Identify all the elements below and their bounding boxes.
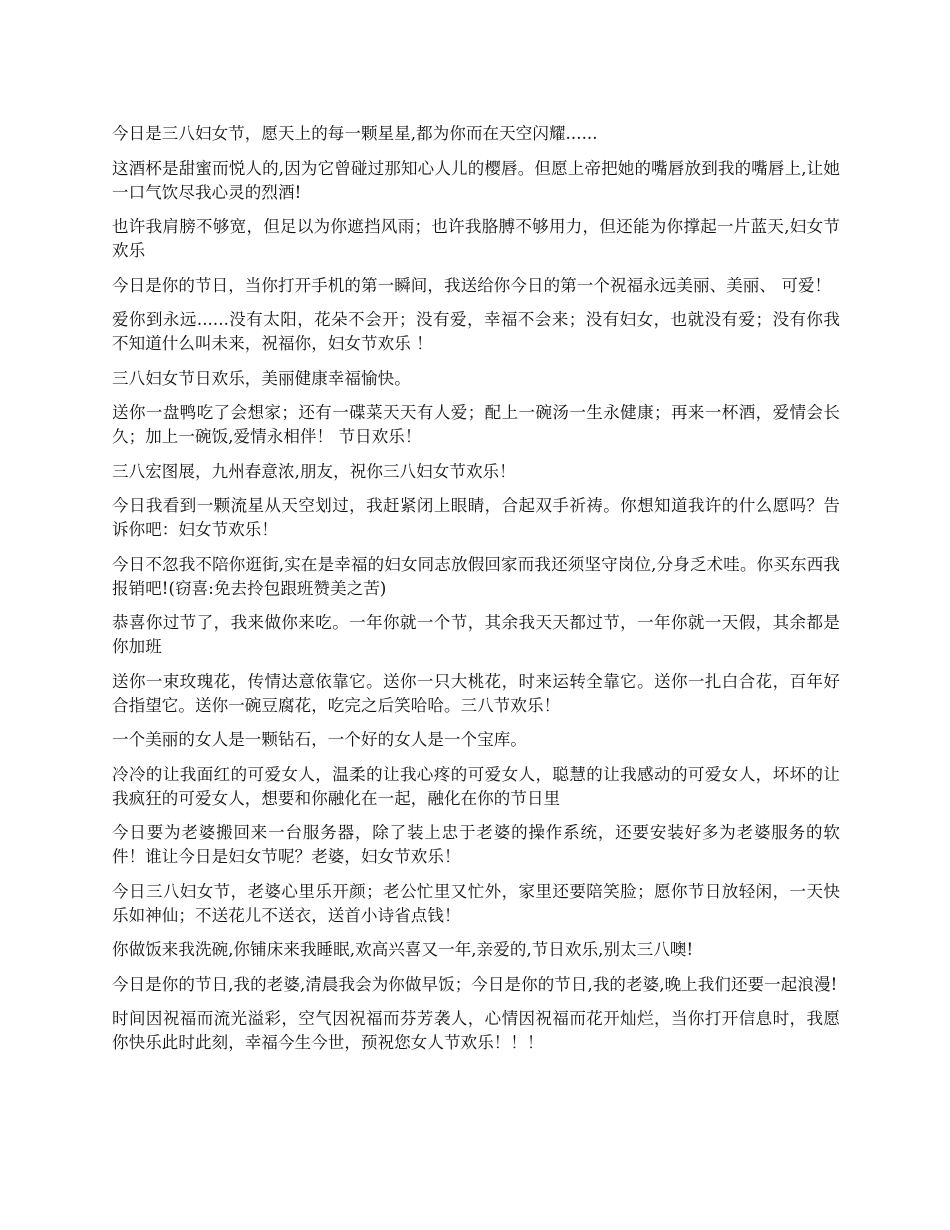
paragraph: 一个美丽的女人是一颗钻石，一个好的女人是一个宝库。 [112,730,527,749]
paragraph: 恭喜你过节了，我来做你来吃。一年你就一个节，其余我天天都过节，一年你就一天假，其余都是你加班 [112,613,840,656]
paragraph: 今日是你的节日，当你打开手机的第一瞬间，我送给你今日的第一个祝福永远美丽、美丽、 可爱！ [112,275,832,295]
document-body [112,122,840,1066]
paragraph: 你做饭来我洗碗,你铺床来我睡眠,欢高兴喜又一年,亲爱的,节日欢乐,别太三八噢! [112,940,694,959]
paragraph: 三八妇女节日欢乐，美丽健康幸福愉快。 [112,368,411,388]
paragraph: 送你一束玫瑰花，传情达意依靠它。送你一只大桃花，时来运转全靠它。送你一扎白合花，百年好合指望它。送你一碗豆腐花，吃完之后笑哈哈。三八节欢乐！ [112,671,840,715]
paragraph: 今日不忽我不陪你逛街,实在是幸福的妇女同志放假回家而我还须坚守岗位,分身乏术哇。你买东西我报销吧!(窃喜:免去拎包跟班赞美之苦) [112,554,840,598]
paragraph: 今日我看到一颗流星从天空划过，我赶紧闭上眼睛，合起双手祈祷。你想知道我许的什么愿吗？告诉你吧：妇女节欢乐！ [112,496,840,539]
paragraph: 爱你到永远......没有太阳，花朵不会开；没有爱，幸福不会来；没有妇女，也就没有爱；没有你我不知道什么叫未来，祝福你，妇女节欢乐 ！ [112,310,840,353]
paragraph: 今日是三八妇女节，愿天上的每一颗星星,都为你而在天空闪耀...... [112,124,598,143]
paragraph: 三八宏图展，九州春意浓,朋友，祝你三八妇女节欢乐！ [112,461,516,481]
paragraph: 送你一盘鸭吃了会想家；还有一碟菜天天有人爱；配上一碗汤一生永健康；再来一杯酒，爱情会长久；加上一碗饭,爱情永相伴！ 节日欢乐！ [112,403,840,446]
paragraph: 今日要为老婆搬回来一台服务器，除了装上忠于老婆的操作系统，还要安装好多为老婆服务的软件！谁让今日是妇女节呢？老婆，妇女节欢乐！ [112,823,840,866]
paragraph: 今日三八妇女节，老婆心里乐开颜；老公忙里又忙外，家里还要陪笑脸；愿你节日放轻闲，一天快乐如神仙；不送花儿不送衣，送首小诗省点钱！ [112,881,840,925]
paragraph: 这酒杯是甜蜜而悦人的,因为它曾碰过那知心人儿的樱唇。但愿上帝把她的嘴唇放到我的嘴唇上,让她一口气饮尽我心灵的烈酒! [112,158,840,202]
paragraph: 冷冷的让我面红的可爱女人，温柔的让我心疼的可爱女人，聪慧的让我感动的可爱女人，坏坏的让我疯狂的可爱女人，想要和你融化在一起，融化在你的节日里 [112,764,840,808]
paragraph: 今日是你的节日,我的老婆,清晨我会为你做早饭；今日是你的节日,我的老婆,晚上我们还要一起浪漫! [112,974,838,994]
paragraph: 也许我肩膀不够宽，但足以为你遮挡风雨；也许我胳膊不够用力，但还能为你撑起一片蓝天,妇女节欢乐 [112,217,840,260]
paragraph: 时间因祝福而流光溢彩，空气因祝福而芬芳袭人，心情因祝福而花开灿烂，当你打开信息时，我愿你快乐此时此刻，幸福今生今世，预祝您女人节欢乐！！！ [112,1009,840,1052]
